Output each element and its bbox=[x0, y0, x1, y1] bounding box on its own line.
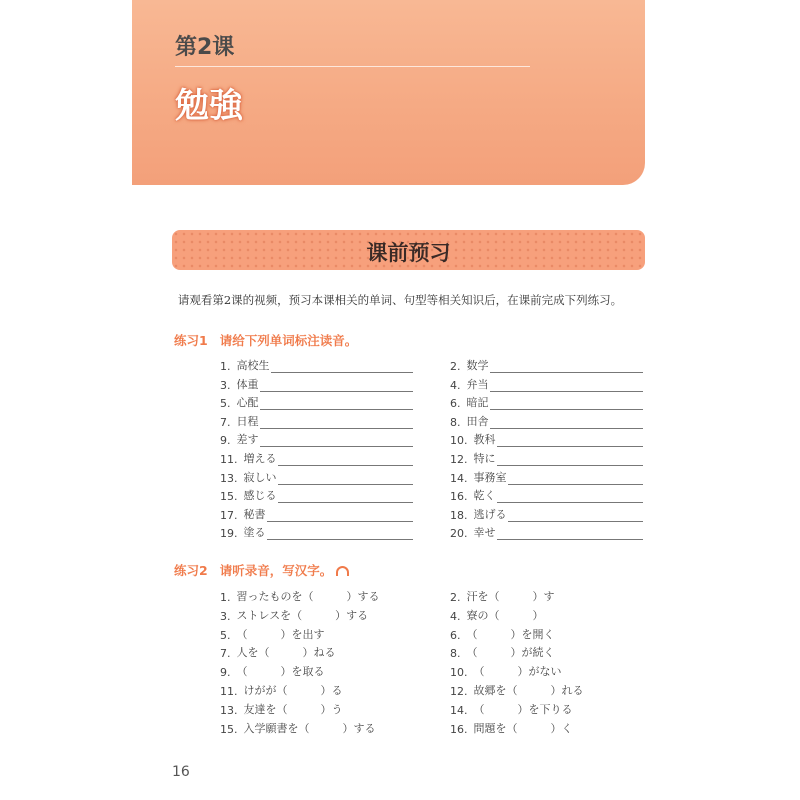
item-number: 7. bbox=[220, 415, 231, 429]
item-number: 11. bbox=[220, 453, 238, 466]
item-word: 入学願書を（ ）する bbox=[243, 721, 376, 735]
answer-line[interactable] bbox=[497, 453, 644, 466]
answer-line[interactable] bbox=[508, 472, 644, 485]
exercise1-item bbox=[450, 431, 643, 447]
item-number: 14. bbox=[450, 471, 468, 485]
page-number: 16 bbox=[172, 764, 190, 780]
exercise2-heading bbox=[174, 561, 349, 579]
item-number: 12. bbox=[450, 685, 468, 698]
exercise1-item bbox=[220, 487, 413, 503]
exercise2-item bbox=[220, 607, 410, 623]
item-word: 乾く bbox=[473, 489, 496, 503]
item-number: 12. bbox=[450, 453, 468, 466]
section-banner bbox=[172, 230, 645, 270]
item-number: 4. bbox=[450, 609, 461, 623]
item-number: 14. bbox=[450, 703, 468, 717]
answer-line[interactable] bbox=[490, 397, 644, 410]
exercise2-item bbox=[220, 701, 410, 717]
item-word: 暗記 bbox=[466, 396, 489, 410]
item-word: 逃げる bbox=[473, 507, 507, 521]
item-word: 特に bbox=[473, 452, 496, 465]
exercise1-item bbox=[220, 506, 413, 522]
item-word: 友達を（ ）う bbox=[243, 702, 343, 716]
item-word: 日程 bbox=[236, 414, 259, 428]
exercise1-item bbox=[220, 413, 413, 429]
item-word: 差す bbox=[236, 433, 259, 447]
item-number: 19. bbox=[220, 527, 238, 541]
item-word: 増える bbox=[243, 452, 277, 465]
answer-line[interactable] bbox=[497, 527, 644, 540]
item-word: けがが（ ）る bbox=[243, 684, 343, 697]
answer-line[interactable] bbox=[508, 509, 644, 522]
header-divider bbox=[175, 66, 530, 67]
exercise1-item bbox=[220, 357, 413, 373]
answer-line[interactable] bbox=[260, 416, 414, 429]
exercise1-item bbox=[220, 431, 413, 447]
item-number: 8. bbox=[450, 415, 461, 429]
lesson-title: 勉強 bbox=[175, 86, 243, 126]
item-number: 4. bbox=[450, 378, 461, 392]
answer-line[interactable] bbox=[490, 379, 644, 392]
exercise1-item bbox=[220, 376, 413, 392]
item-number: 16. bbox=[450, 722, 468, 736]
exercise1-item bbox=[450, 450, 643, 466]
item-word: 事務室 bbox=[473, 470, 507, 484]
intro-text: 请观看第2课的视频，预习本课相关的单词、句型等相关知识后，在课前完成下列练习。 bbox=[177, 293, 623, 307]
item-word: 感じる bbox=[243, 489, 277, 503]
answer-line[interactable] bbox=[267, 527, 414, 540]
item-word: 秘書 bbox=[243, 507, 266, 521]
item-word: 問題を（ ）く bbox=[473, 721, 573, 735]
item-word: 幸せ bbox=[473, 526, 496, 540]
answer-line[interactable] bbox=[267, 509, 414, 522]
answer-line[interactable] bbox=[497, 434, 644, 447]
item-word: 人を（ ）ねる bbox=[236, 646, 336, 660]
exercise2-item bbox=[450, 588, 640, 604]
exercise2-item bbox=[220, 682, 410, 698]
item-number: 10. bbox=[450, 666, 468, 680]
item-word: （ ）を開く bbox=[466, 627, 555, 641]
exercise1-item bbox=[450, 376, 643, 392]
exercise2-item bbox=[450, 626, 640, 642]
item-number: 2. bbox=[450, 591, 461, 604]
item-word: 汗を（ ）す bbox=[466, 590, 555, 603]
exercise1-item bbox=[220, 394, 413, 410]
item-number: 10. bbox=[450, 434, 468, 448]
item-number: 3. bbox=[220, 378, 231, 392]
item-word: （ ）がない bbox=[473, 665, 562, 679]
item-number: 13. bbox=[220, 703, 238, 717]
answer-line[interactable] bbox=[490, 360, 644, 373]
item-number: 3. bbox=[220, 609, 231, 623]
exercise2-item bbox=[450, 701, 640, 717]
answer-line[interactable] bbox=[497, 490, 644, 503]
item-word: 高校生 bbox=[236, 359, 270, 372]
item-number: 17. bbox=[220, 508, 238, 522]
item-word: （ ）を取る bbox=[236, 665, 325, 679]
item-word: 寮の（ ） bbox=[466, 608, 544, 622]
answer-line[interactable] bbox=[260, 379, 414, 392]
answer-line[interactable] bbox=[278, 472, 414, 485]
item-number: 9. bbox=[220, 434, 231, 448]
exercise2-item bbox=[450, 682, 640, 698]
item-word: （ ）を出す bbox=[236, 627, 325, 641]
item-number: 2. bbox=[450, 360, 461, 373]
exercise2-item bbox=[220, 663, 410, 679]
exercise1-instruction: 请给下列单词标注读音。 bbox=[219, 333, 358, 348]
item-number: 8. bbox=[450, 647, 461, 661]
item-number: 11. bbox=[220, 685, 238, 698]
exercise1-item bbox=[450, 413, 643, 429]
exercise1-heading bbox=[174, 331, 357, 349]
exercise1-label: 练习1 bbox=[174, 333, 208, 348]
item-number: 1. bbox=[220, 591, 231, 604]
answer-line[interactable] bbox=[271, 360, 414, 373]
item-word: 教科 bbox=[473, 433, 496, 447]
exercise1-item bbox=[450, 357, 643, 373]
exercise2-item bbox=[450, 644, 640, 660]
item-word: （ ）を下りる bbox=[473, 702, 573, 716]
lesson-header bbox=[132, 0, 645, 185]
item-number: 15. bbox=[220, 722, 238, 736]
item-word: 心配 bbox=[236, 396, 259, 410]
item-word: 塗る bbox=[243, 526, 266, 540]
item-number: 6. bbox=[450, 628, 461, 642]
answer-line[interactable] bbox=[278, 490, 414, 503]
item-word: 寂しい bbox=[243, 470, 277, 484]
exercise2-item bbox=[220, 720, 410, 736]
exercise1-item bbox=[450, 394, 643, 410]
exercise2-item bbox=[450, 663, 640, 679]
item-number: 16. bbox=[450, 490, 468, 504]
exercise1-item bbox=[450, 506, 643, 522]
item-number: 13. bbox=[220, 471, 238, 485]
item-number: 5. bbox=[220, 397, 231, 411]
exercise1-item bbox=[450, 487, 643, 503]
exercise2-item bbox=[220, 588, 410, 604]
item-number: 18. bbox=[450, 508, 468, 522]
answer-line[interactable] bbox=[260, 397, 414, 410]
section-title: 课前预习 bbox=[366, 241, 451, 265]
exercise2-item bbox=[450, 607, 640, 623]
exercise2-item bbox=[450, 720, 640, 736]
item-word: 故郷を（ ）れる bbox=[473, 684, 584, 697]
exercise1-item bbox=[220, 450, 413, 466]
exercise1-item bbox=[450, 469, 643, 485]
item-number: 5. bbox=[220, 628, 231, 642]
item-number: 20. bbox=[450, 527, 468, 541]
item-number: 7. bbox=[220, 647, 231, 661]
item-number: 15. bbox=[220, 490, 238, 504]
exercise1-item bbox=[450, 524, 643, 540]
lesson-number: 第2课 bbox=[175, 35, 235, 60]
exercise1-item bbox=[220, 524, 413, 540]
exercise2-item bbox=[220, 626, 410, 642]
answer-line[interactable] bbox=[278, 453, 414, 466]
item-word: （ ）が続く bbox=[466, 646, 555, 660]
exercise2-item bbox=[220, 644, 410, 660]
item-word: ストレスを（ ）する bbox=[236, 608, 369, 622]
exercise2-label: 练习2 bbox=[174, 563, 208, 578]
exercise1-item bbox=[220, 469, 413, 485]
item-word: 習ったものを（ ）する bbox=[236, 590, 380, 603]
item-number: 9. bbox=[220, 666, 231, 680]
item-word: 体重 bbox=[236, 377, 259, 391]
headphones-icon[interactable] bbox=[336, 566, 349, 576]
item-number: 6. bbox=[450, 397, 461, 411]
item-word: 数学 bbox=[466, 359, 489, 372]
exercise2-instruction: 请听录音，写汉字。 bbox=[219, 563, 333, 578]
item-word: 弁当 bbox=[466, 377, 489, 391]
item-word: 田舎 bbox=[466, 414, 489, 428]
answer-line[interactable] bbox=[490, 416, 644, 429]
answer-line[interactable] bbox=[260, 434, 414, 447]
item-number: 1. bbox=[220, 360, 231, 373]
